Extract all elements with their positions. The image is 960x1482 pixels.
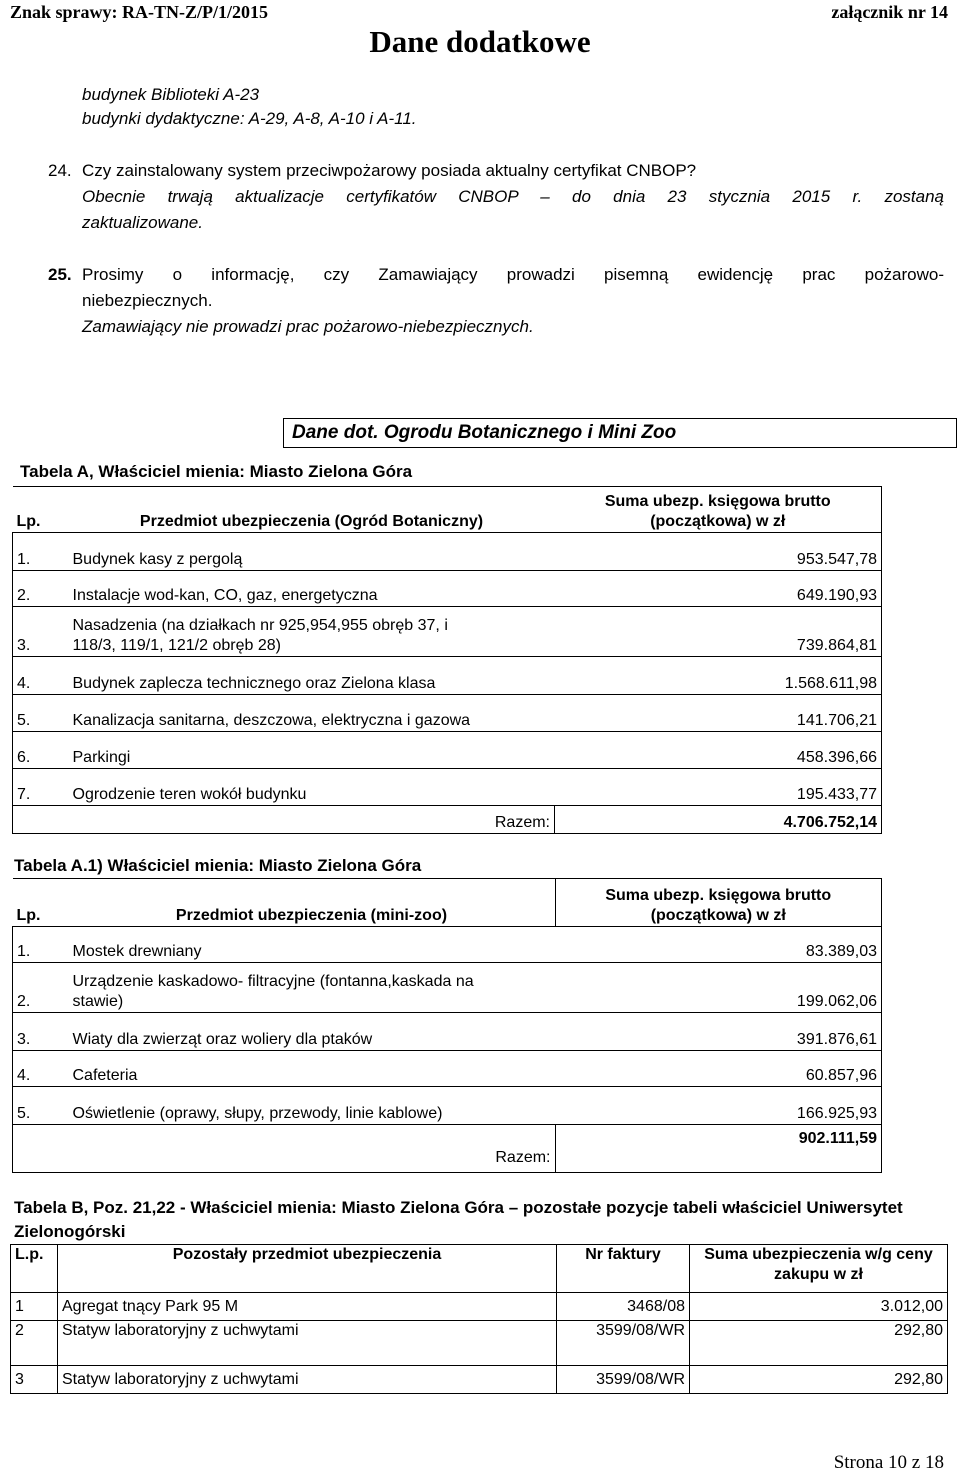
row-invoice: 3599/08/WR — [557, 1321, 690, 1366]
section-title: Dane dot. Ogrodu Botanicznego i Mini Zoo — [292, 422, 677, 443]
row-name: Statyw laboratoryjny z uchwytami — [58, 1366, 557, 1394]
table-a — [12, 486, 882, 834]
row-value: 199.062,06 — [555, 963, 882, 1013]
row-value: 292,80 — [690, 1321, 948, 1366]
table-row — [13, 963, 882, 1013]
row-name: Kanalizacja sanitarna, deszczowa, elektryczna i gazowa — [69, 695, 555, 732]
q25-number: 25. — [48, 265, 72, 284]
row-name: Instalacje wod-kan, CO, gaz, energetyczna — [69, 571, 555, 607]
col-sum — [555, 879, 882, 927]
table-row — [13, 1013, 882, 1051]
col-lp: L.p. — [11, 1245, 58, 1293]
col-sum-line-1: Suma ubezp. księgowa brutto — [605, 887, 832, 904]
row-lp: 7. — [13, 769, 69, 806]
row-value: 1.568.611,98 — [555, 657, 882, 695]
table-row — [13, 732, 882, 769]
table-a-header — [13, 487, 882, 533]
q24-number: 24. — [48, 161, 72, 180]
table-row — [13, 1051, 882, 1087]
row-name: Mostek drewniany — [69, 927, 556, 963]
row-value: 292,80 — [690, 1366, 948, 1394]
row-name: Cafeteria — [69, 1051, 556, 1087]
table-b-caption: Tabela B, Poz. 21,22 - Właściciel mienia: Miasto Zielona Góra – pozostałe pozycje tabeli właściciel Uniwersytet Zielonogórski — [14, 1198, 903, 1241]
row-lp: 6. — [13, 732, 69, 769]
row-lp: 1. — [13, 927, 69, 963]
total-spacer — [13, 806, 69, 834]
attachment-label: załącznik nr 14 — [831, 2, 948, 22]
table-row — [13, 607, 882, 657]
row-name: Oświetlenie (oprawy, słupy, przewody, linie kablowe) — [69, 1087, 556, 1125]
table-b-header — [11, 1245, 948, 1293]
table-b — [10, 1244, 948, 1394]
row-lp: 3 — [11, 1366, 58, 1394]
table-row — [13, 695, 882, 732]
row-name: Parkingi — [69, 732, 555, 769]
row-name: Urządzenie kaskadowo- filtracyjne (fontanna,kaskada na stawie) — [69, 963, 556, 1013]
row-lp: 1. — [13, 533, 69, 571]
col-sum: Suma ubezpieczenia w/g ceny zakupu w zł — [690, 1245, 948, 1293]
table-row — [11, 1321, 948, 1366]
table-row — [13, 1087, 882, 1125]
q25-answer: Zamawiający nie prowadzi prac pożarowo-niebezpiecznych. — [82, 317, 534, 336]
row-lp: 3. — [13, 607, 69, 657]
row-lp: 1 — [11, 1293, 58, 1321]
page-number: Strona 10 z 18 — [833, 1452, 944, 1473]
row-name: Ogrodzenie teren wokół budynku — [69, 769, 555, 806]
table-a1-header — [13, 879, 882, 927]
total-label: Razem: — [69, 1125, 556, 1173]
row-value: 953.547,78 — [555, 533, 882, 571]
table-row — [13, 571, 882, 607]
q25-question-line-1: Prosimy o informację, czy Zamawiający prowadzi pisemną ewidencję prac pożarowo- — [82, 265, 944, 284]
col-sum-line-1: Suma ubezp. księgowa brutto — [604, 493, 831, 510]
total-value: 902.111,59 — [555, 1125, 882, 1173]
row-lp: 2. — [13, 571, 69, 607]
row-lp: 3. — [13, 1013, 69, 1051]
row-value: 739.864,81 — [555, 607, 882, 657]
row-name: Statyw laboratoryjny z uchwytami — [58, 1321, 557, 1366]
table-total-row — [13, 806, 882, 834]
table-row — [13, 927, 882, 963]
row-invoice: 3599/08/WR — [557, 1366, 690, 1394]
col-lp: Lp. — [13, 487, 69, 533]
row-value: 195.433,77 — [555, 769, 882, 806]
row-name: Agregat tnący Park 95 M — [58, 1293, 557, 1321]
row-lp: 4. — [13, 1051, 69, 1087]
page-title: Dane dodatkowe — [369, 24, 591, 59]
row-value: 166.925,93 — [555, 1087, 882, 1125]
row-lp: 4. — [13, 657, 69, 695]
col-lp: Lp. — [13, 879, 69, 927]
q24-answer-line-1: Obecnie trwają aktualizacje certyfikatów CNBOP – do dnia 23 stycznia 2015 r. zostaną — [82, 187, 944, 206]
row-value: 141.706,21 — [555, 695, 882, 732]
row-value: 83.389,03 — [555, 927, 882, 963]
section-title-box — [283, 418, 957, 448]
intro-line-2: budynki dydaktyczne: A-29, A-8, A-10 i A-11. — [82, 109, 417, 128]
table-row — [13, 769, 882, 806]
q24-question: Czy zainstalowany system przeciwpożarowy posiada aktualny certyfikat CNBOP? — [82, 161, 697, 180]
table-total-row — [13, 1125, 882, 1173]
row-value: 391.876,61 — [555, 1013, 882, 1051]
table-row — [13, 657, 882, 695]
table-a1 — [12, 878, 882, 1173]
row-value: 60.857,96 — [555, 1051, 882, 1087]
row-name: Budynek zaplecza technicznego oraz Zielona klasa — [69, 657, 555, 695]
row-value: 458.396,66 — [555, 732, 882, 769]
case-number: Znak sprawy: RA-TN-Z/P/1/2015 — [10, 2, 269, 22]
table-row — [11, 1293, 948, 1321]
row-value: 3.012,00 — [690, 1293, 948, 1321]
table-row — [11, 1366, 948, 1394]
q24-answer-line-2: zaktualizowane. — [82, 213, 203, 232]
row-name: Budynek kasy z pergolą — [69, 533, 555, 571]
row-name: Wiaty dla zwierząt oraz woliery dla ptaków — [69, 1013, 556, 1051]
col-sum-line-2: (początkowa) w zł — [650, 513, 786, 530]
col-subject: Przedmiot ubezpieczenia (Ogród Botaniczny) — [69, 487, 555, 533]
col-sum-line-2: (początkowa) w zł — [650, 907, 786, 924]
row-lp: 2 — [11, 1321, 58, 1366]
col-subject: Pozostały przedmiot ubezpieczenia — [58, 1245, 557, 1293]
total-value: 4.706.752,14 — [555, 806, 882, 834]
row-lp: 5. — [13, 1087, 69, 1125]
table-a-caption: Tabela A, Właściciel mienia: Miasto Zielona Góra — [20, 462, 413, 481]
table-a1-caption: Tabela A.1) Właściciel mienia: Miasto Zielona Góra — [14, 856, 422, 875]
row-lp: 5. — [13, 695, 69, 732]
q25-question-line-2: niebezpiecznych. — [82, 291, 213, 310]
col-invoice: Nr faktury — [557, 1245, 690, 1293]
total-label: Razem: — [69, 806, 555, 834]
total-spacer — [13, 1125, 69, 1173]
col-subject: Przedmiot ubezpieczenia (mini-zoo) — [69, 879, 556, 927]
col-sum — [555, 487, 882, 533]
intro-line-1: budynek Biblioteki A-23 — [82, 85, 260, 104]
table-row — [13, 533, 882, 571]
row-invoice: 3468/08 — [557, 1293, 690, 1321]
row-value: 649.190,93 — [555, 571, 882, 607]
row-lp: 2. — [13, 963, 69, 1013]
row-name: Nasadzenia (na działkach nr 925,954,955 obręb 37, i 118/3, 119/1, 121/2 obręb 28) — [69, 607, 555, 657]
